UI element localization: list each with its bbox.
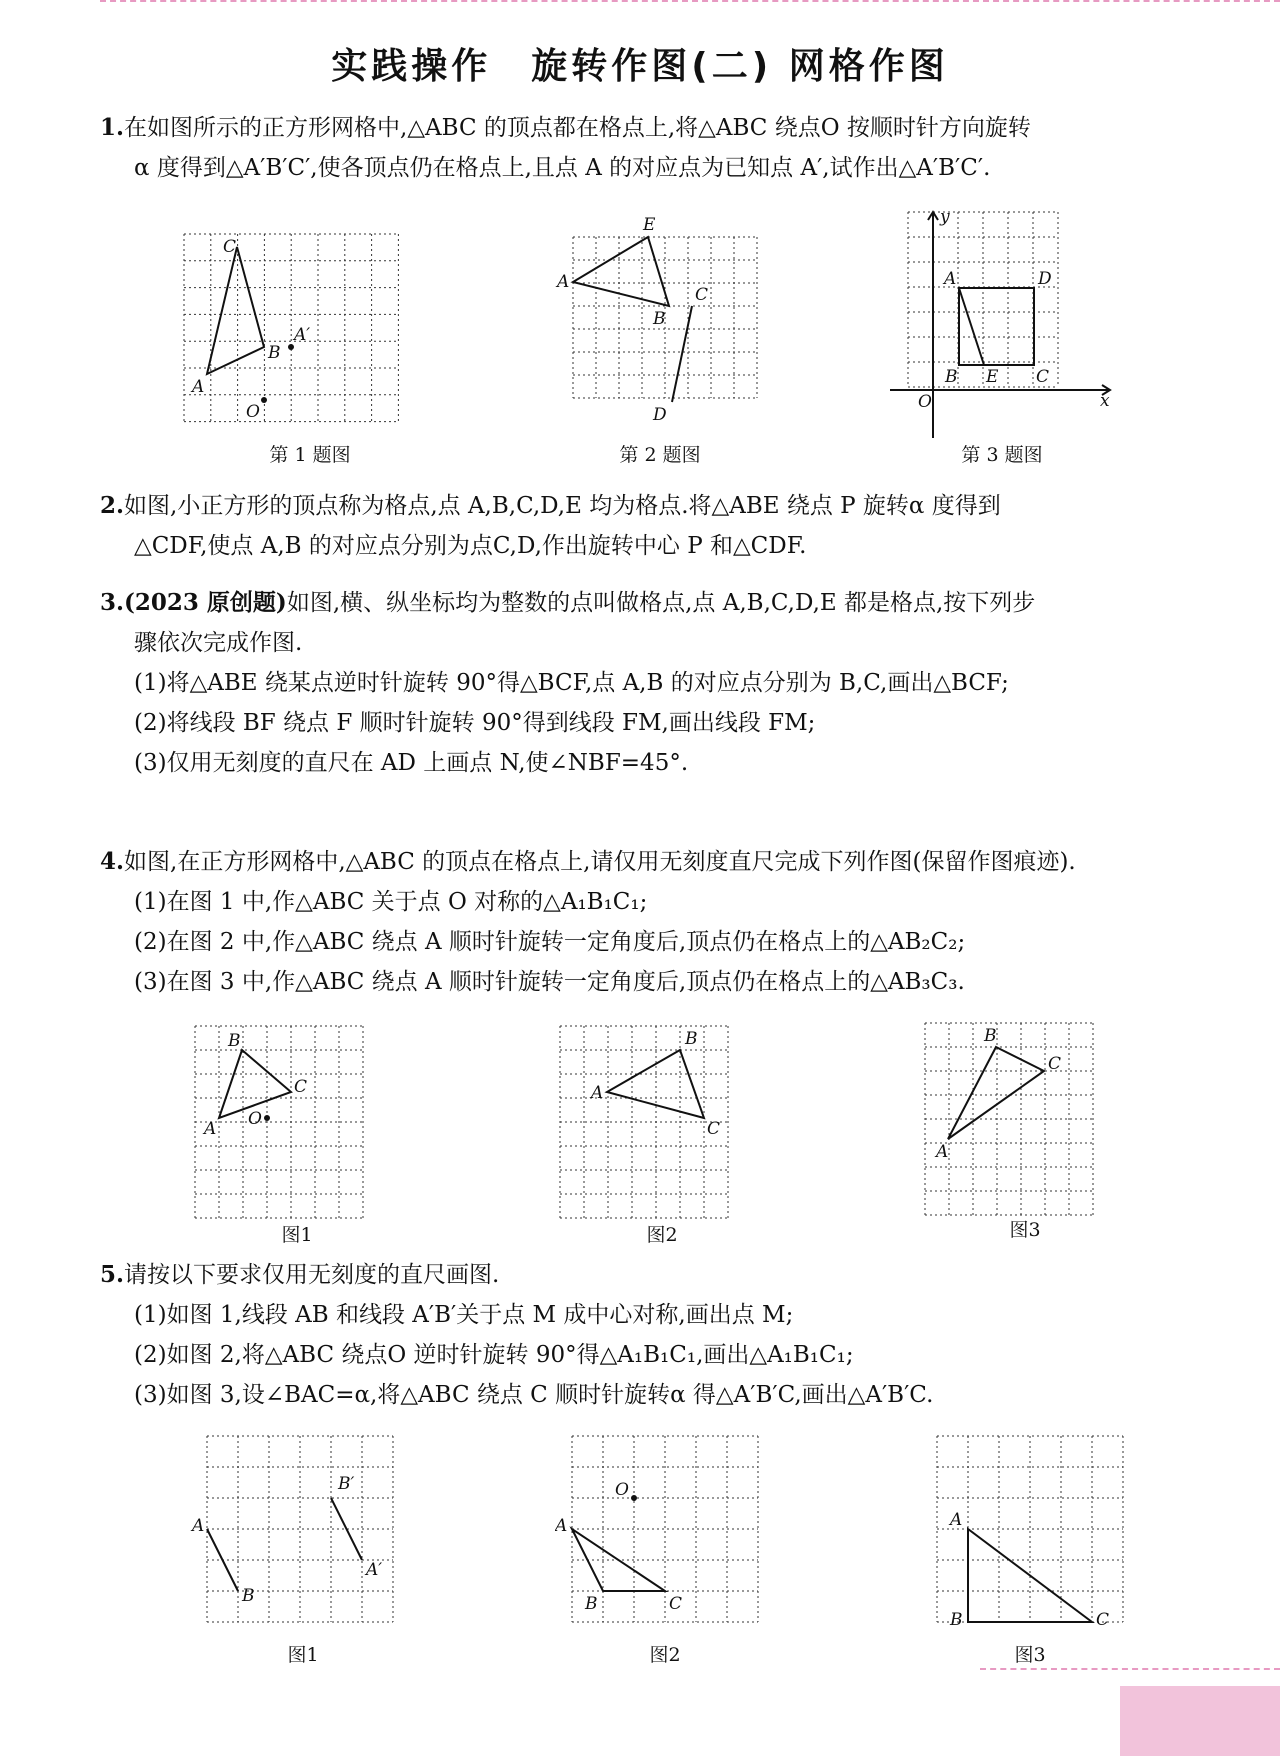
- page-corner-tab: [980, 1668, 1280, 1763]
- label-o: O: [248, 1109, 262, 1129]
- question-step: (2)如图 2,将△ABC 绕点O 逆时针旋转 90°得△A₁B₁C₁,画出△A₁B₁C₁;: [134, 1342, 854, 1368]
- label-b: B: [585, 1594, 598, 1614]
- label-e: E: [643, 215, 656, 235]
- question-text: 如图,小正方形的顶点称为格点,点 A,B,C,D,E 均为格点.将△ABE 绕点 P 旋转α 度得到: [124, 493, 1001, 519]
- question-number: 4.: [100, 848, 125, 875]
- question-tag: (2023 原创题): [124, 589, 287, 616]
- question-4: [100, 842, 1200, 1002]
- label-a: A: [591, 1083, 604, 1103]
- question-step: (1)如图 1,线段 AB 和线段 A′B′关于点 M 成中心对称,画出点 M;: [134, 1302, 794, 1328]
- question-step: (3)仅用无刻度的直尺在 AD 上画点 N,使∠NBF=45°.: [134, 750, 689, 776]
- label-d: D: [653, 405, 667, 425]
- q5-figure-3: [920, 1425, 1150, 1640]
- question-5: [100, 1255, 1200, 1415]
- page-tab-box: [1120, 1686, 1280, 1756]
- label-b: B: [950, 1610, 963, 1630]
- q5-figure-2: [555, 1425, 785, 1640]
- figure-2: [555, 212, 825, 437]
- label-o: O: [918, 392, 932, 412]
- label-c: C: [294, 1077, 308, 1097]
- label-d: D: [1038, 269, 1052, 289]
- label-b: B: [685, 1029, 698, 1049]
- question-step: (2)将线段 BF 绕点 F 顺时针旋转 90°得到线段 FM,画出线段 FM;: [134, 710, 816, 736]
- question-text: 骤依次完成作图.: [134, 630, 303, 656]
- question-text: 在如图所示的正方形网格中,△ABC 的顶点都在格点上,将△ABC 绕点O 按顺时针方向旋转: [124, 115, 1031, 141]
- question-1: [100, 108, 1200, 188]
- question-text: 如图,横、纵坐标均为整数的点叫做格点,点 A,B,C,D,E 都是格点,按下列步: [286, 590, 1036, 616]
- label-o: O: [615, 1480, 629, 1500]
- question-number: 2.: [100, 492, 125, 519]
- label-a: A: [192, 1516, 205, 1536]
- q4-figure-2: [555, 1018, 770, 1223]
- top-decor-band: [100, 0, 1280, 10]
- figure-3-caption: 第 3 题图: [961, 444, 1043, 466]
- label-b: B: [242, 1586, 255, 1606]
- label-a: A: [950, 1510, 963, 1530]
- label-a: A: [192, 377, 205, 397]
- label-c: C: [695, 285, 709, 305]
- q5-figure-1: [190, 1425, 420, 1640]
- figure-2-caption: 第 2 题图: [619, 444, 701, 466]
- label-a: A: [204, 1119, 217, 1139]
- label-c: C: [1096, 1610, 1110, 1630]
- label-c: C: [1036, 367, 1050, 387]
- label-c: C: [669, 1594, 683, 1614]
- label-b: B: [984, 1026, 997, 1046]
- label-b: B: [268, 343, 281, 363]
- question-number: 3.: [100, 589, 125, 616]
- label-a-prime: A′: [366, 1560, 383, 1580]
- question-step: (3)如图 3,设∠BAC=α,将△ABC 绕点 C 顺时针旋转α 得△A′B′C,画出△A′B′C.: [134, 1382, 934, 1408]
- question-number: 5.: [100, 1261, 125, 1288]
- label-a: A: [936, 1142, 949, 1162]
- question-text: 如图,在正方形网格中,△ABC 的顶点在格点上,请仅用无刻度直尺完成下列作图(保留作图痕迹).: [124, 849, 1076, 875]
- question-text: △CDF,使点 A,B 的对应点分别为点C,D,作出旋转中心 P 和△CDF.: [134, 533, 807, 559]
- q4-figure-3: [920, 1015, 1135, 1220]
- figure-3: [890, 210, 1120, 442]
- label-y: y: [940, 210, 950, 227]
- q5-figure-2-caption: 图2: [649, 1644, 681, 1666]
- label-b: B: [653, 309, 666, 329]
- question-2: [100, 486, 1200, 566]
- question-step: (1)将△ABE 绕某点逆时针旋转 90°得△BCF,点 A,B 的对应点分别为 B,C,画出△BCF;: [134, 670, 1009, 696]
- question-step: (3)在图 3 中,作△ABC 绕点 A 顺时针旋转一定角度后,顶点仍在格点上的△AB₃C₃.: [134, 969, 965, 995]
- question-number: 1.: [100, 114, 125, 141]
- q5-figure-3-caption: 图3: [1014, 1644, 1046, 1666]
- label-c: C: [707, 1119, 721, 1139]
- label-a: A: [555, 1516, 568, 1536]
- figure-1: [180, 222, 440, 437]
- label-o: O: [246, 402, 260, 422]
- label-a: A: [557, 272, 570, 292]
- label-x: x: [1100, 391, 1110, 411]
- bottom-decor-line: [980, 1668, 1280, 1670]
- label-e: E: [986, 367, 999, 387]
- label-b: B: [945, 367, 958, 387]
- label-a-prime: A′: [294, 325, 311, 345]
- question-3: [100, 583, 1200, 783]
- q5-figure-1-caption: 图1: [287, 1644, 319, 1666]
- figure-1-caption: 第 1 题图: [269, 444, 351, 466]
- question-step: (1)在图 1 中,作△ABC 关于点 O 对称的△A₁B₁C₁;: [134, 889, 648, 915]
- q4-figure-2-caption: 图2: [646, 1224, 678, 1246]
- q4-figure-3-caption: 图3: [1009, 1219, 1041, 1241]
- label-b: B: [228, 1031, 241, 1051]
- question-step: (2)在图 2 中,作△ABC 绕点 A 顺时针旋转一定角度后,顶点仍在格点上的△AB₂C₂;: [134, 929, 966, 955]
- label-c: C: [223, 237, 237, 257]
- question-text: 请按以下要求仅用无刻度的直尺画图.: [124, 1262, 500, 1288]
- q4-figure-1: [190, 1018, 405, 1223]
- page-title: 实践操作 旋转作图(二) 网格作图: [331, 46, 949, 87]
- label-c: C: [1048, 1054, 1062, 1074]
- q4-figure-1-caption: 图1: [281, 1224, 313, 1246]
- label-a: A: [944, 269, 957, 289]
- label-b-prime: B′: [338, 1474, 355, 1494]
- question-text: α 度得到△A′B′C′,使各顶点仍在格点上,且点 A 的对应点为已知点 A′,试作出△A′B′C′.: [134, 155, 991, 181]
